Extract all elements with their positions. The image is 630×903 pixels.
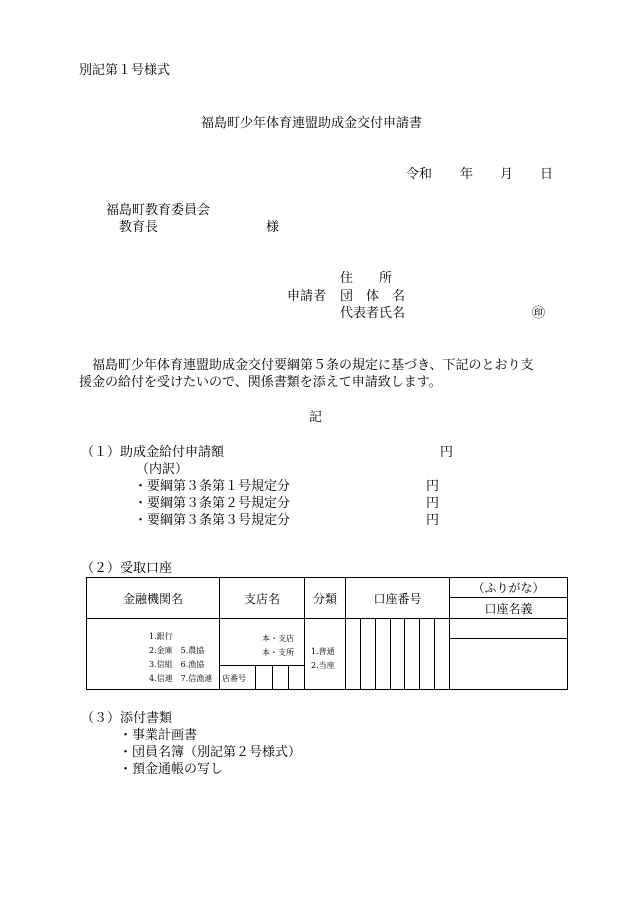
form-number: 別記第１号様式 (79, 63, 171, 78)
branch-code-digit[interactable] (256, 666, 273, 690)
seal-mark: ㊞ (532, 306, 546, 321)
page-title: 福島町少年体育連盟助成金交付申請書 (201, 116, 423, 131)
account-number-header: 口座番号 (346, 578, 450, 619)
applicant-group-label: 団 体 名 (340, 289, 406, 304)
addressee-board: 福島町教育委員会 (106, 203, 211, 218)
section2-heading: （２）受取口座 (81, 561, 173, 576)
breakdown-item-3-yen: 円 (426, 513, 440, 528)
bank-type-2: 2.金庫 5.農協 (149, 646, 205, 655)
date-year: 年 (460, 167, 474, 182)
attachment-item-2: ・団員名簿（別記第２号様式） (119, 745, 302, 760)
addressee-superintendent: 教育長 (119, 220, 159, 235)
breakdown-item-1: ・要綱第３条第１号規定分 (134, 479, 291, 494)
furigana-divider (450, 638, 567, 639)
furigana-header: （ふりがな） (450, 578, 568, 598)
branch-code-digit[interactable] (289, 666, 305, 690)
account-type-1: 1.普通 (311, 647, 335, 656)
branch-code-row (220, 665, 305, 690)
account-digit[interactable] (361, 619, 376, 689)
account-digit[interactable] (391, 619, 406, 689)
breakdown-item-3: ・要綱第３条第３号規定分 (134, 513, 291, 528)
date-era: 令和 (406, 167, 433, 182)
applicant-address-label: 住 所 (340, 271, 393, 286)
branch-type-1: 本・支店 (262, 634, 294, 643)
attachment-item-1: ・事業計画書 (119, 728, 198, 743)
account-number-cell[interactable] (346, 619, 450, 690)
section3-heading: （３）添付書類 (81, 711, 173, 726)
body-line-1: 福島町少年体育連盟助成金交付要綱第５条の規定に基づき、下記のとおり支 (92, 358, 534, 373)
account-table (86, 577, 568, 690)
bank-type-3: 3.信組 6.漁協 (149, 660, 205, 669)
account-digit[interactable] (376, 619, 391, 689)
applicant-label: 申請者 (287, 289, 327, 304)
account-type-2: 2.当座 (311, 661, 335, 670)
account-type-header: 分類 (305, 578, 346, 619)
bank-name-cell[interactable] (87, 619, 220, 690)
account-digit[interactable] (420, 619, 435, 689)
date-month: 月 (500, 167, 514, 182)
branch-type-2: 本・支所 (262, 648, 294, 657)
account-holder-header: 口座名義 (450, 598, 568, 619)
account-digit[interactable] (435, 619, 449, 689)
breakdown-item-1-yen: 円 (426, 479, 440, 494)
branch-name-cell[interactable] (220, 619, 305, 690)
section1-breakdown: （内訳） (136, 462, 189, 477)
account-number-digits (346, 619, 449, 689)
attachment-item-3: ・預金通帳の写し (119, 762, 224, 777)
breakdown-item-2: ・要綱第３条第２号規定分 (134, 496, 291, 511)
date-day: 日 (540, 167, 554, 182)
branch-code-label: 店番号 (220, 666, 256, 690)
section1-heading: （１）助成金給付申請額 (81, 445, 225, 460)
account-type-cell[interactable] (305, 619, 346, 690)
branch-code-digit[interactable] (273, 666, 290, 690)
ki-mark: 記 (309, 410, 323, 425)
branch-name-header: 支店名 (220, 578, 305, 619)
body-line-2: 援金の給付を受けたいので、関係書類を添えて申請致します。 (79, 375, 442, 390)
account-digit[interactable] (405, 619, 420, 689)
account-digit[interactable] (346, 619, 361, 689)
addressee-honorific: 様 (266, 220, 280, 235)
account-holder-cell[interactable] (450, 619, 568, 690)
bank-type-4: 4.信連 7.信漁連 (149, 674, 213, 683)
bank-type-1: 1.銀行 (149, 632, 173, 641)
breakdown-item-2-yen: 円 (426, 496, 440, 511)
applicant-rep-label: 代表者氏名 (340, 306, 406, 321)
bank-name-header: 金融機関名 (87, 578, 220, 619)
section1-yen: 円 (440, 445, 454, 460)
